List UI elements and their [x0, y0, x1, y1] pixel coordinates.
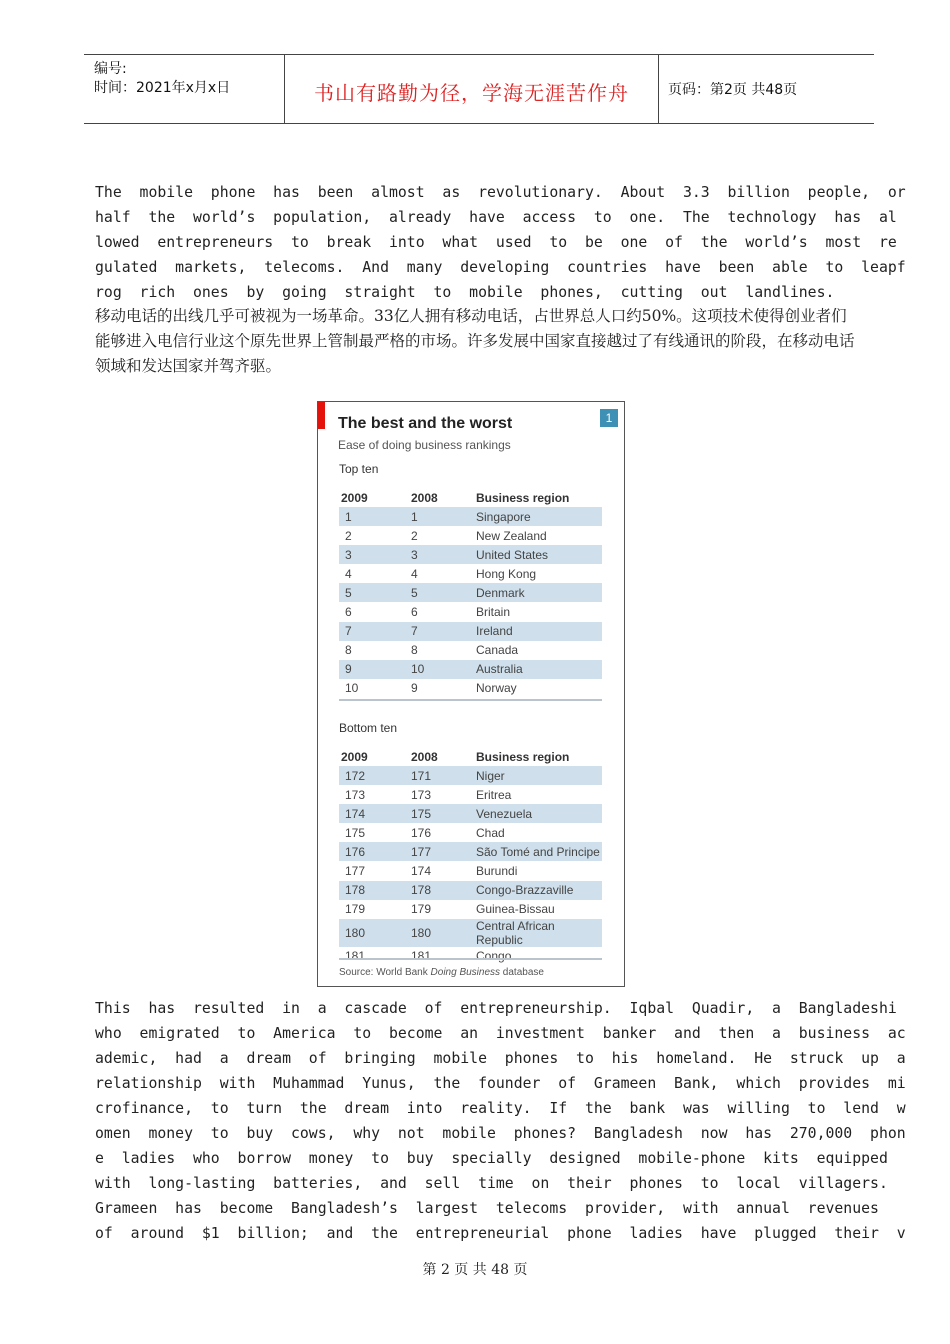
rank-2008-cell: 2 — [411, 528, 418, 543]
rank-2009-cell: 172 — [339, 766, 407, 785]
rank-2008-cell: 176 — [411, 825, 432, 840]
table-row — [339, 507, 602, 526]
top-ten-table — [339, 488, 602, 698]
rank-2009-cell: 3 — [339, 545, 407, 564]
rankings-figure — [317, 401, 625, 987]
region-cell: Australia — [476, 660, 602, 679]
region-cell: Congo-Brazzaville — [476, 881, 602, 900]
table-row — [339, 861, 602, 880]
rank-2008-cell: 3 — [407, 545, 476, 564]
rank-2008-cell: 5 — [407, 583, 476, 602]
rank-2009-cell: 174 — [339, 804, 407, 823]
header-motto-cell — [285, 55, 659, 123]
text-line: This has resulted in a cascade of entrepreneurship. Iqbal Quadir, a Bangladeshi — [95, 1000, 897, 1017]
rank-2008-cell: 10 — [407, 660, 476, 679]
figure-subtitle: Ease of doing business rankings — [338, 438, 511, 452]
region-cell: Chad — [476, 825, 505, 840]
rank-2009-cell: 179 — [345, 902, 366, 917]
header-page-cell — [659, 55, 874, 123]
rank-2008-cell: 6 — [411, 605, 418, 620]
col-header-2008: 2008 — [411, 749, 438, 764]
rank-2009-cell: 177 — [345, 864, 366, 879]
text-line: e ladies who borrow money to buy specially designed mobile-phone kits equipped — [95, 1150, 888, 1167]
table-row — [339, 679, 602, 698]
rank-2009-cell: 4 — [345, 566, 352, 581]
table-row — [339, 564, 602, 583]
region-cell: Ireland — [476, 622, 602, 641]
bottom-ten-label: Bottom ten — [339, 721, 398, 735]
rank-2008-cell: 178 — [407, 881, 476, 900]
text-line: relationship with Muhammad Yunus, the founder of Grameen Bank, which provides mi — [95, 1075, 906, 1092]
header-page-label: 页码：第2页 共48页 — [668, 82, 798, 98]
region-cell: Congo — [476, 949, 512, 964]
table-row — [339, 622, 602, 641]
region-cell: Central African Republic — [476, 919, 602, 947]
text-line: crofinance, to turn the dream into reality. If the bank was willing to lend w — [95, 1100, 906, 1117]
rank-2008-cell: 175 — [407, 804, 476, 823]
figure-red-tag — [318, 402, 325, 429]
table-row — [339, 766, 602, 785]
text-line: rog rich ones by going straight to mobile phones, cutting out landlines. — [95, 284, 835, 301]
text-line: omen money to buy cows, why not mobile phones? Bangladesh now has 270,000 phon — [95, 1125, 906, 1142]
table-row — [339, 842, 602, 861]
col-header-2008: 2008 — [411, 490, 438, 505]
text-line: The mobile phone has been almost as revolutionary. About 3.3 billion people, or — [95, 184, 906, 201]
rank-2008-cell: 179 — [411, 902, 432, 917]
text-line: ademic, had a dream of bringing mobile phones to his homeland. He struck up a — [95, 1050, 906, 1067]
text-line: lowed entrepreneurs to break into what used to be one of the world’s most re — [95, 234, 897, 251]
rank-2009-cell: 173 — [345, 787, 366, 802]
text-line: who emigrated to America to become an investment banker and then a business ac — [95, 1025, 906, 1042]
table-row — [339, 900, 602, 919]
region-cell: Niger — [476, 766, 602, 785]
figure-title: The best and the worst — [338, 415, 513, 432]
rank-2008-cell: 4 — [411, 566, 418, 581]
rank-2008-cell: 180 — [407, 919, 476, 947]
rank-2009-cell: 7 — [339, 622, 407, 641]
table-row — [339, 785, 602, 804]
rank-2009-cell: 181 — [345, 949, 366, 964]
region-cell: New Zealand — [476, 528, 547, 543]
figure-source — [339, 967, 544, 978]
rank-2009-cell: 8 — [345, 643, 352, 658]
rank-2008-cell: 7 — [407, 622, 476, 641]
rank-2008-cell: 1 — [407, 507, 476, 526]
top-ten-label: Top ten — [339, 462, 379, 476]
rank-2009-cell: 176 — [339, 842, 407, 861]
rank-2009-cell: 6 — [345, 605, 352, 620]
region-cell: Denmark — [476, 583, 602, 602]
paragraph-chinese-1: 移动电话的出线几乎可被视为一场革命。33亿人拥有移动电话，占世界总人口约50%。这项技术使得创业者们能够进入电信行业这个原先世界上管制最严格的市场。许多发展中国家直接越过了有线通讯的阶段，在移动电话领域和发达国家并驾齐驱。 — [95, 307, 855, 375]
table-row — [339, 947, 602, 966]
text-line: with long-lasting batteries, and sell time on their phones to local villagers. — [95, 1175, 888, 1192]
header-number-label: 编号: — [94, 61, 127, 77]
region-cell: United States — [476, 545, 602, 564]
rank-2008-cell: 181 — [411, 949, 432, 964]
bottom-ten-table — [339, 747, 602, 966]
rank-2009-cell: 10 — [345, 681, 359, 696]
header-motto: 书山有路勤为径，学海无涯苦作舟 — [314, 81, 629, 105]
rank-2009-cell: 2 — [345, 528, 352, 543]
region-cell: Burundi — [476, 864, 518, 879]
header-time-label: 时间：2021年x月x日 — [94, 80, 231, 96]
page-header — [84, 54, 874, 124]
region-cell: Norway — [476, 681, 517, 696]
text-line: of around $1 billion; and the entrepreneurial phone ladies have plugged their v — [95, 1225, 906, 1242]
table-row — [339, 583, 602, 602]
source-title: Doing Business — [430, 967, 501, 978]
table-row — [339, 660, 602, 679]
region-cell: Canada — [476, 643, 519, 658]
region-cell: Guinea-Bissau — [476, 902, 555, 917]
rank-2008-cell: 173 — [411, 787, 432, 802]
text-line: gulated markets, telecoms. And many developing countries have been able to leapf — [95, 259, 906, 276]
paragraph-english-1 — [95, 180, 906, 305]
source-prefix: Source: World Bank — [339, 967, 431, 978]
col-header-2009: 2009 — [341, 749, 368, 764]
header-meta-cell — [84, 55, 285, 123]
rank-2008-cell: 174 — [411, 864, 432, 879]
table-row — [339, 804, 602, 823]
text-line: Grameen has become Bangladesh’s largest telecoms provider, with annual revenues — [95, 1200, 879, 1217]
rank-2009-cell: 9 — [339, 660, 407, 679]
source-suffix: database — [500, 967, 544, 978]
table-header-row — [339, 488, 602, 507]
col-header-region: Business region — [476, 490, 570, 505]
rank-2009-cell: 5 — [339, 583, 407, 602]
rank-2008-cell: 171 — [407, 766, 476, 785]
rank-2009-cell: 175 — [345, 825, 366, 840]
region-cell: Britain — [476, 605, 511, 620]
region-cell: Venezuela — [476, 804, 602, 823]
col-header-region: Business region — [476, 749, 570, 764]
table-row — [339, 919, 602, 947]
table-row — [339, 823, 602, 842]
table-row — [339, 526, 602, 545]
text-line: half the world’s population, already have access to one. The technology has al — [95, 209, 897, 226]
table-row — [339, 641, 602, 660]
page-footer: 第 2 页 共 48 页 — [422, 1262, 528, 1278]
top-table-rule — [339, 699, 602, 701]
rank-2008-cell: 9 — [411, 681, 418, 696]
region-cell: Hong Kong — [476, 566, 537, 581]
paragraph-english-2 — [95, 996, 906, 1246]
rank-2009-cell: 1 — [339, 507, 407, 526]
rank-2009-cell: 180 — [339, 919, 407, 947]
table-row — [339, 881, 602, 900]
table-row — [339, 602, 602, 621]
bottom-table-rule — [339, 958, 602, 960]
rank-2008-cell: 177 — [407, 842, 476, 861]
region-cell: Singapore — [476, 507, 602, 526]
rank-2009-cell: 178 — [339, 881, 407, 900]
table-header-row — [339, 747, 602, 766]
table-row — [339, 545, 602, 564]
rank-2008-cell: 8 — [411, 643, 418, 658]
figure-number-badge: 1 — [600, 409, 618, 427]
region-cell: Eritrea — [476, 787, 512, 802]
region-cell: São Tomé and Principe — [476, 842, 602, 861]
col-header-2009: 2009 — [341, 490, 368, 505]
